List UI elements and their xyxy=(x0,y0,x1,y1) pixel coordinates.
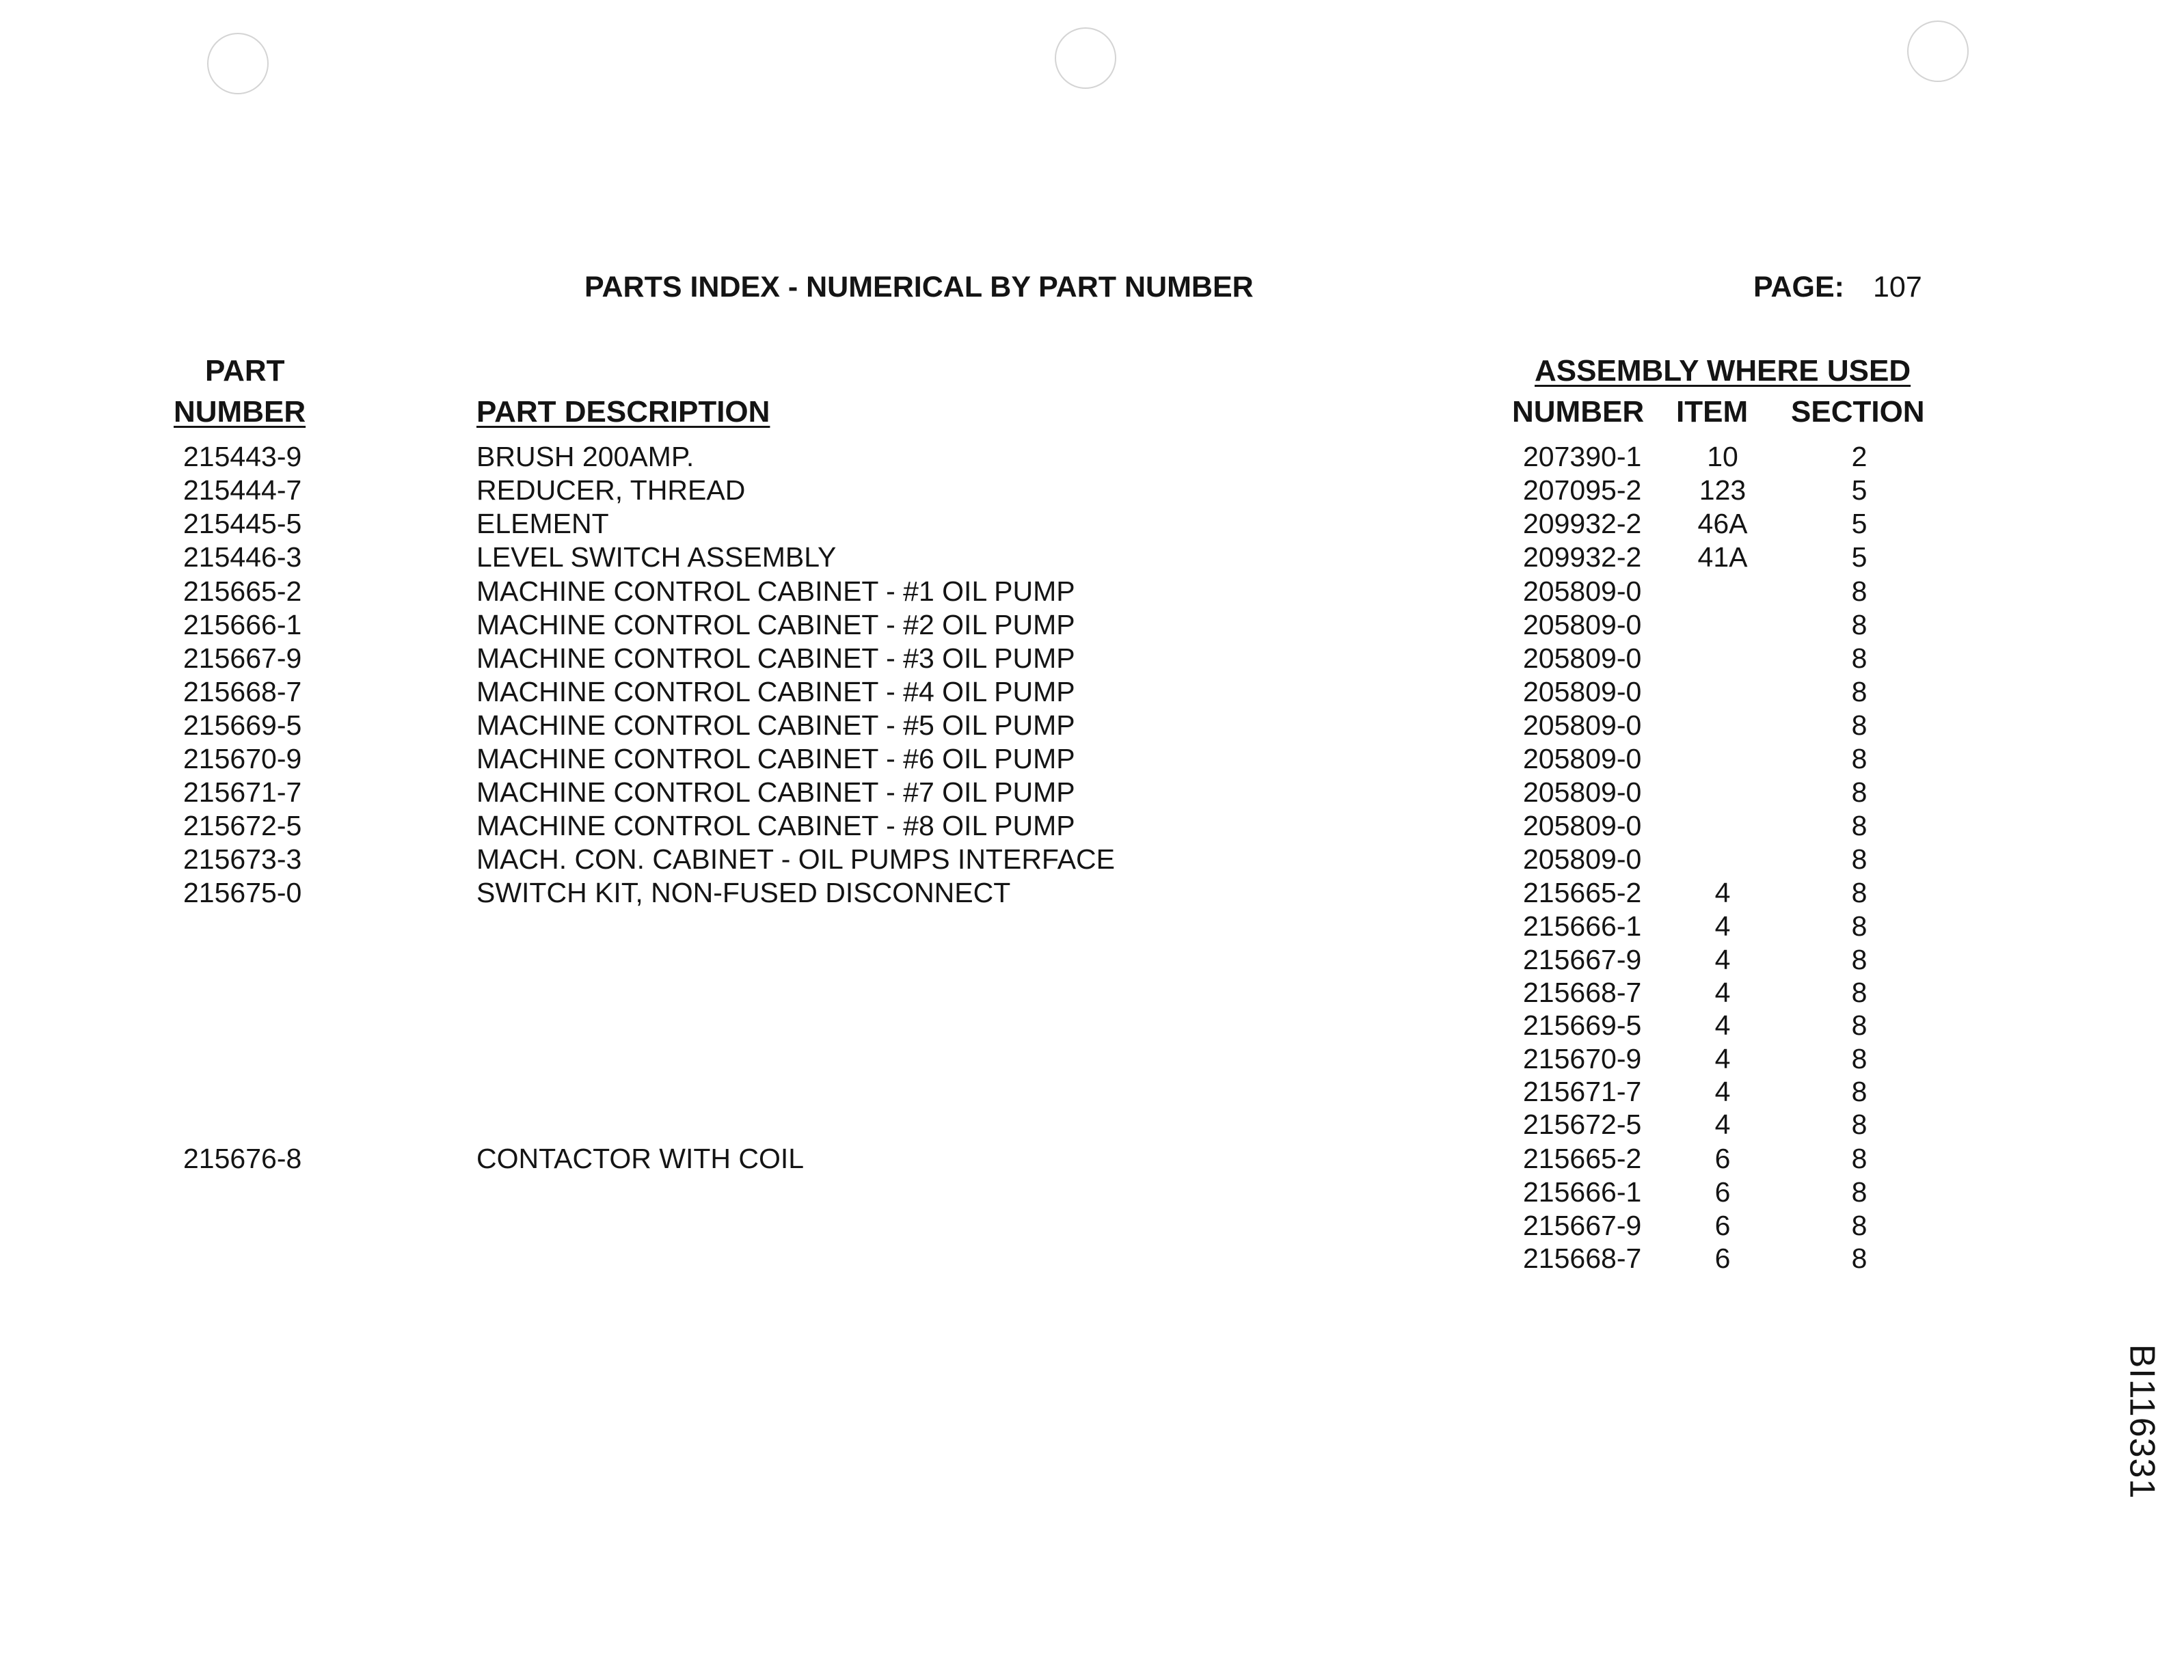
assembly-number-cell: 209932-2 xyxy=(1523,508,1642,539)
item-cell: 123 xyxy=(1699,474,1747,506)
section-cell: 8 xyxy=(1851,1010,1868,1041)
assembly-number-cell: 205809-0 xyxy=(1523,810,1642,841)
assembly-number-cell: 215670-9 xyxy=(1523,1043,1642,1074)
section-cell: 8 xyxy=(1851,977,1868,1008)
item-cell: 4 xyxy=(1714,1010,1731,1041)
assembly-number-cell: 215665-2 xyxy=(1523,877,1642,908)
part-number-cell: 215673-3 xyxy=(183,843,302,875)
assembly-number-cell: 215668-7 xyxy=(1523,977,1642,1008)
section-cell: 2 xyxy=(1851,441,1868,472)
punch-hole-right xyxy=(1907,21,1969,82)
item-cell: 10 xyxy=(1707,441,1738,472)
col-part-number-line1: PART xyxy=(205,354,285,388)
assembly-number-cell: 207390-1 xyxy=(1523,441,1642,472)
section-cell: 5 xyxy=(1851,474,1868,506)
part-number-cell: 215672-5 xyxy=(183,810,302,841)
assembly-number-cell: 205809-0 xyxy=(1523,642,1642,674)
item-cell: 4 xyxy=(1714,1109,1731,1140)
part-description-cell: CONTACTOR WITH COIL xyxy=(476,1143,805,1174)
item-cell: 41A xyxy=(1697,541,1748,573)
section-cell: 8 xyxy=(1851,910,1868,942)
assembly-number-cell: 215667-9 xyxy=(1523,1210,1642,1241)
section-cell: 8 xyxy=(1851,676,1868,707)
part-number-cell: 215671-7 xyxy=(183,776,302,808)
part-number-cell: 215665-2 xyxy=(183,575,302,607)
section-cell: 8 xyxy=(1851,1076,1868,1107)
assembly-number-cell: 205809-0 xyxy=(1523,843,1642,875)
part-description-cell: REDUCER, THREAD xyxy=(476,474,746,506)
item-cell: 4 xyxy=(1714,1076,1731,1107)
section-cell: 8 xyxy=(1851,877,1868,908)
assembly-number-cell: 215668-7 xyxy=(1523,1243,1642,1274)
col-assembly-number: NUMBER xyxy=(1512,395,1645,429)
section-cell: 8 xyxy=(1851,609,1868,640)
section-cell: 8 xyxy=(1851,575,1868,607)
item-cell: 6 xyxy=(1714,1210,1731,1241)
assembly-number-cell: 215666-1 xyxy=(1523,1176,1642,1208)
section-cell: 8 xyxy=(1851,1176,1868,1208)
punch-hole-center xyxy=(1055,27,1116,89)
assembly-number-cell: 215666-1 xyxy=(1523,910,1642,942)
part-number-cell: 215676-8 xyxy=(183,1143,302,1174)
part-number-cell: 215446-3 xyxy=(183,541,302,573)
part-number-cell: 215670-9 xyxy=(183,743,302,774)
part-number-cell: 215445-5 xyxy=(183,508,302,539)
document-stamp: BI116331 xyxy=(2122,1344,2162,1500)
part-number-cell: 215669-5 xyxy=(183,709,302,741)
part-description-cell: SWITCH KIT, NON-FUSED DISCONNECT xyxy=(476,877,1011,908)
section-cell: 8 xyxy=(1851,944,1868,975)
part-description-cell: ELEMENT xyxy=(476,508,609,539)
section-cell: 8 xyxy=(1851,743,1868,774)
item-cell: 4 xyxy=(1714,977,1731,1008)
part-description-cell: MACHINE CONTROL CABINET - #2 OIL PUMP xyxy=(476,609,1075,640)
assembly-number-cell: 215667-9 xyxy=(1523,944,1642,975)
item-cell: 6 xyxy=(1714,1176,1731,1208)
col-part-number-line2: NUMBER xyxy=(174,395,306,429)
item-cell: 4 xyxy=(1714,1043,1731,1074)
part-description-cell: MACHINE CONTROL CABINET - #6 OIL PUMP xyxy=(476,743,1075,774)
assembly-number-cell: 205809-0 xyxy=(1523,609,1642,640)
assembly-number-cell: 209932-2 xyxy=(1523,541,1642,573)
col-part-description: PART DESCRIPTION xyxy=(476,395,770,429)
section-cell: 8 xyxy=(1851,1210,1868,1241)
section-cell: 8 xyxy=(1851,776,1868,808)
part-description-cell: MACHINE CONTROL CABINET - #8 OIL PUMP xyxy=(476,810,1075,841)
part-description-cell: MACHINE CONTROL CABINET - #7 OIL PUMP xyxy=(476,776,1075,808)
section-cell: 8 xyxy=(1851,1243,1868,1274)
item-cell: 46A xyxy=(1697,508,1748,539)
section-cell: 5 xyxy=(1851,508,1868,539)
col-assembly-where-used: ASSEMBLY WHERE USED xyxy=(1535,354,1911,388)
assembly-number-cell: 215669-5 xyxy=(1523,1010,1642,1041)
assembly-number-cell: 205809-0 xyxy=(1523,575,1642,607)
section-cell: 8 xyxy=(1851,843,1868,875)
part-description-cell: LEVEL SWITCH ASSEMBLY xyxy=(476,541,837,573)
assembly-number-cell: 205809-0 xyxy=(1523,743,1642,774)
col-item: ITEM xyxy=(1676,395,1749,429)
page-title: PARTS INDEX - NUMERICAL BY PART NUMBER xyxy=(584,271,1254,303)
assembly-number-cell: 205809-0 xyxy=(1523,676,1642,707)
assembly-number-cell: 215665-2 xyxy=(1523,1143,1642,1174)
section-cell: 8 xyxy=(1851,642,1868,674)
punch-hole-left xyxy=(207,33,269,94)
col-section: SECTION xyxy=(1791,395,1925,429)
section-cell: 8 xyxy=(1851,1043,1868,1074)
assembly-number-cell: 205809-0 xyxy=(1523,776,1642,808)
page-label: PAGE: xyxy=(1753,271,1844,303)
part-description-cell: BRUSH 200AMP. xyxy=(476,441,695,472)
section-cell: 8 xyxy=(1851,1109,1868,1140)
part-number-cell: 215668-7 xyxy=(183,676,302,707)
page-number: 107 xyxy=(1873,271,1922,303)
part-description-cell: MACHINE CONTROL CABINET - #1 OIL PUMP xyxy=(476,575,1075,607)
part-number-cell: 215444-7 xyxy=(183,474,302,506)
part-description-cell: MACH. CON. CABINET - OIL PUMPS INTERFACE xyxy=(476,843,1116,875)
part-number-cell: 215675-0 xyxy=(183,877,302,908)
section-cell: 8 xyxy=(1851,1143,1868,1174)
item-cell: 6 xyxy=(1714,1143,1731,1174)
assembly-number-cell: 205809-0 xyxy=(1523,709,1642,741)
part-number-cell: 215443-9 xyxy=(183,441,302,472)
part-description-cell: MACHINE CONTROL CABINET - #5 OIL PUMP xyxy=(476,709,1075,741)
item-cell: 4 xyxy=(1714,910,1731,942)
item-cell: 6 xyxy=(1714,1243,1731,1274)
assembly-number-cell: 207095-2 xyxy=(1523,474,1642,506)
assembly-number-cell: 215671-7 xyxy=(1523,1076,1642,1107)
part-number-cell: 215667-9 xyxy=(183,642,302,674)
item-cell: 4 xyxy=(1714,877,1731,908)
section-cell: 8 xyxy=(1851,709,1868,741)
section-cell: 5 xyxy=(1851,541,1868,573)
part-number-cell: 215666-1 xyxy=(183,609,302,640)
assembly-number-cell: 215672-5 xyxy=(1523,1109,1642,1140)
section-cell: 8 xyxy=(1851,810,1868,841)
item-cell: 4 xyxy=(1714,944,1731,975)
part-description-cell: MACHINE CONTROL CABINET - #4 OIL PUMP xyxy=(476,676,1075,707)
part-description-cell: MACHINE CONTROL CABINET - #3 OIL PUMP xyxy=(476,642,1075,674)
